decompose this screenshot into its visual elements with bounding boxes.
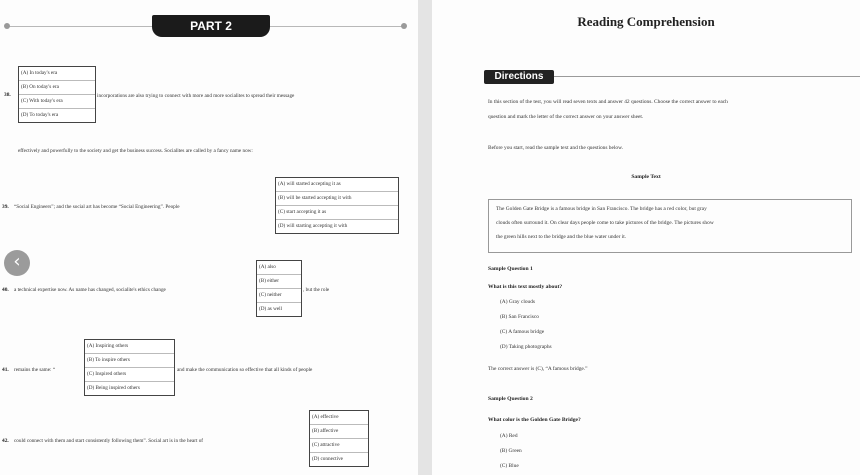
sample-question-1-text: What is this text mostly about? <box>488 284 563 290</box>
part-rule-dot-right <box>401 23 407 29</box>
question-41-options <box>84 339 175 396</box>
sample-text-line-1: The Golden Gate Bridge is a famous bridge in San Francisco. The bridge has a red color, but gray <box>496 206 707 212</box>
sample-question-1-option-d: (D) Taking photographs <box>500 344 552 350</box>
option-b[interactable]: (B) either <box>257 275 301 289</box>
option-d[interactable]: (D) connective <box>312 456 343 462</box>
option-a[interactable]: (A) will started accepting it as <box>276 178 398 192</box>
before-start-instruction: Before you start, read the sample text and the questions below. <box>488 145 623 151</box>
question-41-number: 41. <box>2 367 9 373</box>
directions-line-1: In this section of the test, you will read seven texts and answer 42 questions. Choose the correct answer to each <box>488 99 728 105</box>
previous-page-icon[interactable]: ‹ <box>4 250 30 276</box>
sample-question-1-option-a: (A) Gray clouds <box>500 299 536 305</box>
question-42-text-before: could connect with them and start consistently following them”. Social art is in the heart of <box>14 438 204 444</box>
sample-text-line-3: the green hills next to the bridge and the blue water under it. <box>496 234 627 240</box>
option-c[interactable]: (C) neither <box>257 289 301 303</box>
question-40-text-before: a technical expertise now. As name has changed, socialite's ethics change <box>14 287 166 293</box>
question-38-number: 38. <box>4 92 11 98</box>
part-label: PART 2 <box>152 15 270 37</box>
directions-line-2: question and mark the letter of the correct answer on your answer sheet. <box>488 114 644 120</box>
question-41-text-before: remains the same: “ <box>14 367 56 373</box>
left-page <box>0 0 418 475</box>
option-c[interactable]: (C) With today's era <box>19 95 95 109</box>
question-40-options <box>256 260 302 317</box>
question-38-text-after: incorporations are also trying to connect with more and more socialites to spread their message <box>97 93 295 99</box>
sample-question-1-answer: The correct answer is (C), “A famous bridge.” <box>488 366 588 372</box>
sample-question-1-option-b: (B) San Francisco <box>500 314 539 320</box>
sample-question-1-option-c: (C) A famous bridge <box>500 329 545 335</box>
option-a[interactable]: (A) In today's era <box>19 67 95 81</box>
question-42-number: 42. <box>2 438 9 444</box>
question-38-continuation: effectively and powerfully to the society and get the business success. Socialites are called by a fancy name now: <box>18 148 253 154</box>
sample-text-heading: Sample Text <box>631 174 661 180</box>
option-d[interactable]: (D) will starting accepting it with <box>278 223 348 229</box>
option-c[interactable]: (C) start accepting it as <box>276 206 398 220</box>
sample-question-2-option-c: (C) Blue <box>500 463 519 469</box>
page-title: Reading Comprehension <box>577 14 715 29</box>
option-d[interactable]: (D) Being inspired others <box>87 385 140 391</box>
option-a[interactable]: (A) effective <box>310 411 368 425</box>
option-d[interactable]: (D) as well <box>259 306 283 312</box>
question-40-text-after: , but the role <box>303 287 330 293</box>
question-38-options <box>18 66 96 123</box>
option-c[interactable]: (C) attractive <box>310 439 368 453</box>
sample-text-line-2: clouds often surround it. On clear days people come to take pictures of the bridge. The pictures show <box>496 220 714 226</box>
question-41-text-after: and make the communication so effective that all kinds of people <box>177 367 313 373</box>
option-b[interactable]: (B) affective <box>310 425 368 439</box>
sample-question-2-option-a: (A) Red <box>500 433 518 439</box>
option-b[interactable]: (B) will be started accepting it with <box>276 192 398 206</box>
option-d[interactable]: (D) To today's era <box>21 112 59 118</box>
question-42-options <box>309 410 369 467</box>
option-a[interactable]: (A) Inspiring others <box>85 340 174 354</box>
question-39-text-before: “Social Engineers”; and the social art has become “Social Engineering”. People <box>14 204 180 210</box>
sample-question-1-heading: Sample Question 1 <box>488 266 533 272</box>
part-rule-dot-left <box>4 23 10 29</box>
question-39-number: 39. <box>2 204 9 210</box>
option-b[interactable]: (B) On today's era <box>19 81 95 95</box>
sample-question-2-text: What color is the Golden Gate Bridge? <box>488 417 581 423</box>
option-c[interactable]: (C) Inspired others <box>85 368 174 382</box>
sample-question-2-option-b: (B) Green <box>500 448 522 454</box>
right-page <box>432 0 860 475</box>
option-b[interactable]: (B) To inspire others <box>85 354 174 368</box>
option-a[interactable]: (A) also <box>257 261 301 275</box>
directions-label: Directions <box>484 70 554 84</box>
question-39-options <box>275 177 399 234</box>
sample-question-2-heading: Sample Question 2 <box>488 396 533 402</box>
question-40-number: 40. <box>2 287 9 293</box>
